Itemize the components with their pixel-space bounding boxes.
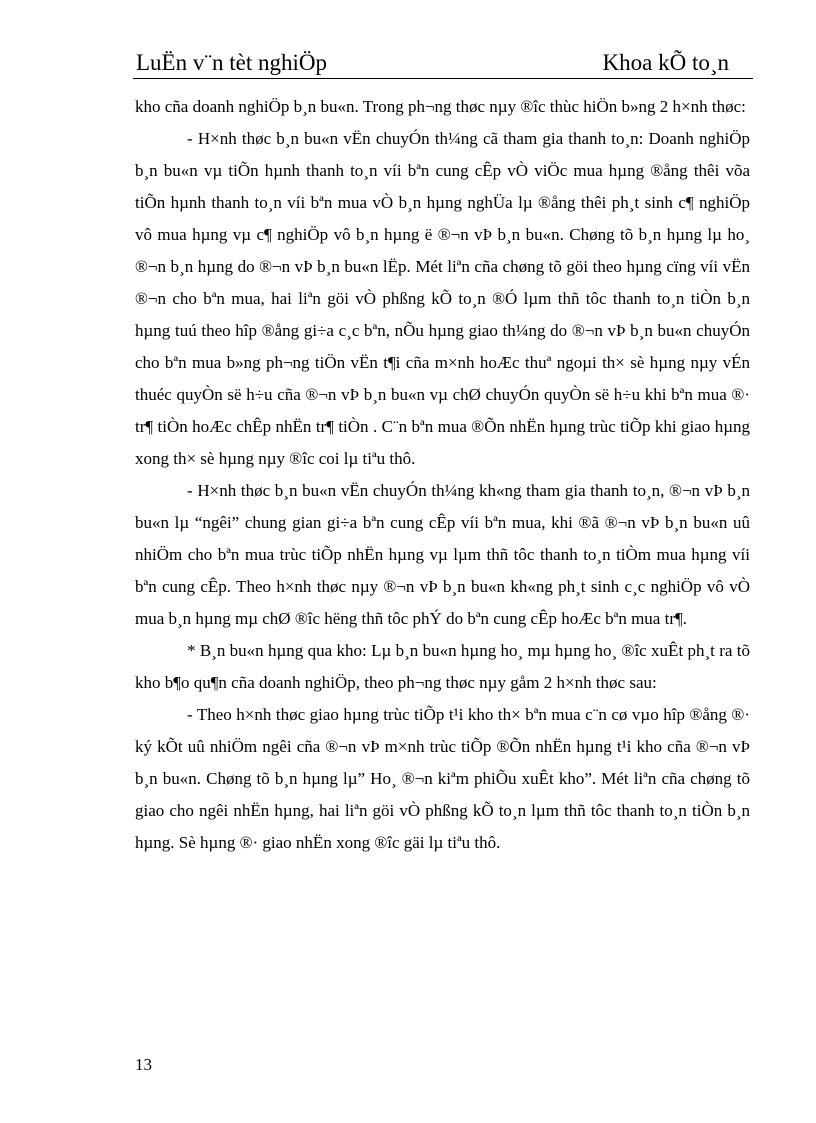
body-text — [135, 91, 750, 859]
thesis-title: LuËn v¨n tèt nghiÖp — [136, 50, 327, 75]
department-name: Khoa kÕ to¸n — [602, 50, 729, 75]
paragraph-direct-transport-without-payment: - H×nh thøc b¸n bu«n vËn chuyÓn th¼ng kh«ng tham gia thanh to¸n, ®¬n vÞ b¸n bu«n lµ “ngêi” chung gian gi÷a bªn cung cÊp víi bªn mua, khi ®ã ®¬n vÞ b¸n bu«n uû nhiÖm cho bªn mua trùc tiÕp nhËn hµng vµ lµm thñ tôc thanh to¸n tiÒm mua hµng víi bªn cung cÊp. Theo h×nh thøc nµy ®¬n vÞ b¸n bu«n kh«ng ph¸t sinh c¸c nghiÖp vô vÒ mua b¸n hµng mµ chØ ®îc hëng thñ tôc phÝ do bªn cung cÊp hoÆc bªn mua tr¶. — [135, 481, 750, 628]
paragraph-warehouse-wholesale: * B¸n bu«n hµng qua kho: Lµ b¸n bu«n hµng ho¸ mµ hµng ho¸ ®îc xuÊt ph¸t ra tõ kho b¶o qu¶n cña doanh nghiÖp, theo ph¬ng thøc nµy gåm 2 h×nh thøc sau: — [135, 641, 750, 692]
page-header — [133, 48, 753, 78]
paragraph-continuation: kho cña doanh nghiÖp b¸n bu«n. Trong ph¬ng thøc nµy ®îc thùc hiÖn b»ng 2 h×nh thøc: — [135, 97, 746, 116]
header-divider — [133, 78, 753, 79]
paragraph-direct-transport-with-payment: - H×nh thøc b¸n bu«n vËn chuyÓn th¼ng cã tham gia thanh to¸n: Doanh nghiÖp b¸n bu«n vµ tiÕn hµnh thanh to¸n víi bªn cung cÊp vÒ viÖc mua hµng ®ång thêi võa tiÕn hµnh thanh to¸n víi bªn mua vÒ b¸n hµng nghÜa lµ ®ång thêi ph¸t sinh c¶ nghiÖp vô mua hµng vµ c¶ nghiÖp vô b¸n hµng ë ®¬n vÞ b¸n bu«n. Chøng tõ b¸n hµng lµ ho¸ ®¬n b¸n hµng do ®¬n vÞ b¸n bu«n lËp. Mét liªn cña chøng tõ göi theo hµng cïng víi vËn ®¬n cho bªn mua, hai liªn göi vÒ phßng kÕ to¸n ®Ó lµm thñ tôc thanh to¸n tiÒn b¸n hµng tuú theo hîp ®ång gi÷a c¸c bªn, nÕu hµng giao th¼ng do ®¬n vÞ b¸n bu«n chuyÓn cho bªn mua b»ng ph¬ng tiÖn vËn t¶i cña m×nh hoÆc thuª ngoµi th× sè hµng nµy vÉn thuéc quyÒn së h÷u cña ®¬n vÞ b¸n bu«n vµ chØ chuyÓn quyÒn së h÷u khi bªn mua ®· tr¶ tiÒn hoÆc chÊp nhËn tr¶ tiÒn . C¨n bªn mua ®Õn nhËn hµng trùc tiÕp khi giao hµng xong th× sè hµng nµy ®îc coi lµ tiªu thô. — [135, 129, 750, 468]
page-number: 13 — [135, 1055, 152, 1074]
paragraph-direct-delivery-at-warehouse: - Theo h×nh thøc giao hµng trùc tiÕp t¹i kho th× bªn mua c¨n cø vµo hîp ®ång ®· ký kÕt uû nhiÖm ngêi cña ®¬n vÞ m×nh trùc tiÕp ®Õn nhËn hµng t¹i kho cña ®¬n vÞ b¸n bu«n. Chøng tõ b¸n hµng lµ” Ho¸ ®¬n kiªm phiÕu xuÊt kho”. Mét liªn cña chøng tõ giao cho ngêi nhËn hµng, hai liªn göi vÒ phßng kÕ to¸n lµm thñ tôc thanh to¸n tiÒn b¸n hµng. Sè hµng ®· giao nhËn xong ®îc gäi lµ tiªu thô. — [135, 705, 750, 852]
